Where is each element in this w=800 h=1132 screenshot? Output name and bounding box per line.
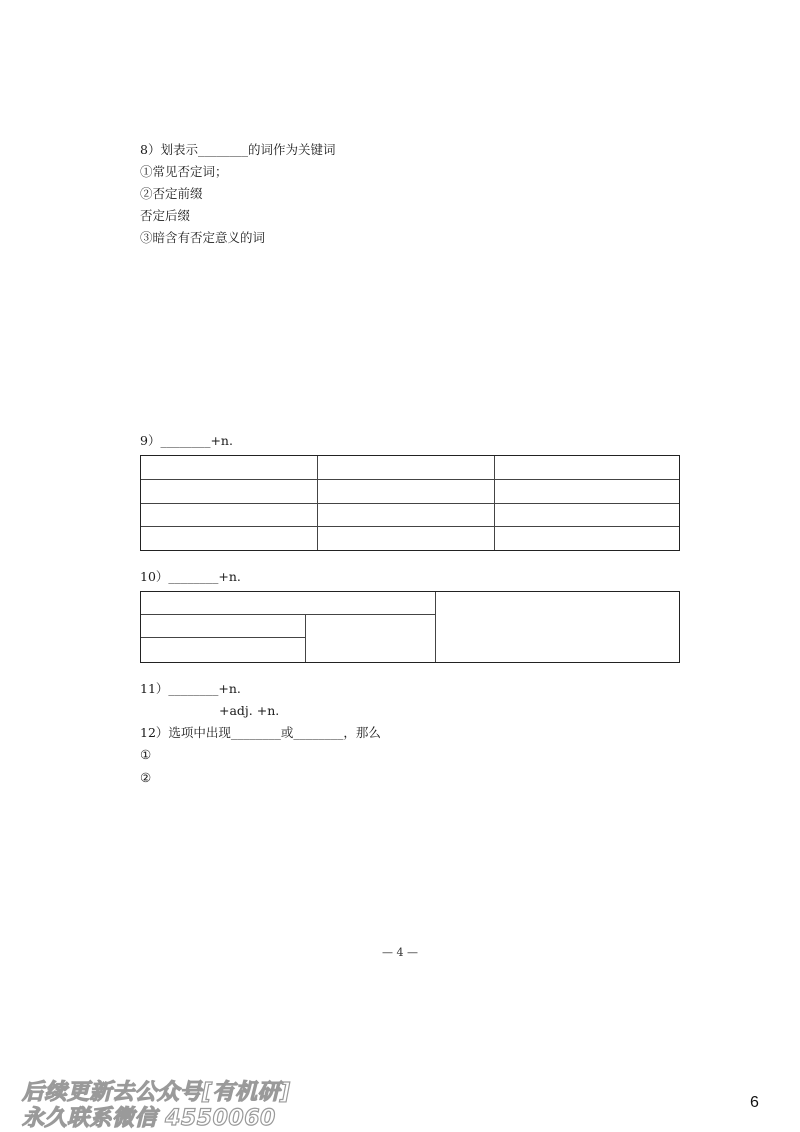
section-8-title: 8）划表示________的词作为关键词 <box>140 142 336 157</box>
corner-page-number: 6 <box>750 1094 759 1111</box>
section-12-title: 12）选项中出现________或________，那么 <box>140 725 381 740</box>
section-8-item-2: ②否定前缀 <box>140 186 203 201</box>
table-10-col-divider <box>435 592 436 662</box>
section-8-item-3: ③暗含有否定意义的词 <box>140 230 266 245</box>
watermark-line-2: 永久联系微信 4550060 <box>22 1106 276 1131</box>
section-8-item-1: ①常见否定词； <box>140 164 228 179</box>
table-9-col-divider <box>317 456 318 550</box>
table-9-row-divider <box>141 503 679 504</box>
table-10-row-divider <box>141 614 435 615</box>
table-9-row-divider <box>141 526 679 527</box>
table-9-row-divider <box>141 479 679 480</box>
table-10-row-divider <box>141 637 305 638</box>
table-9 <box>140 455 680 551</box>
section-10-title: 10）________+n. <box>140 569 241 584</box>
section-11-title: 11）________+n. <box>140 681 241 696</box>
section-11-line-2: +adj. +n. <box>219 703 280 718</box>
table-10 <box>140 591 680 663</box>
watermark-line-1: 后续更新去公众号[有机研] <box>22 1080 291 1105</box>
page-number: — 4 — <box>382 946 418 959</box>
table-10-col-divider <box>305 614 306 662</box>
section-12-item-1: ① <box>140 747 152 762</box>
section-9-title: 9）________+n. <box>140 433 233 448</box>
table-9-col-divider <box>494 456 495 550</box>
section-12-item-2: ② <box>140 770 152 785</box>
section-8-item-2b: 否定后缀 <box>140 208 191 223</box>
